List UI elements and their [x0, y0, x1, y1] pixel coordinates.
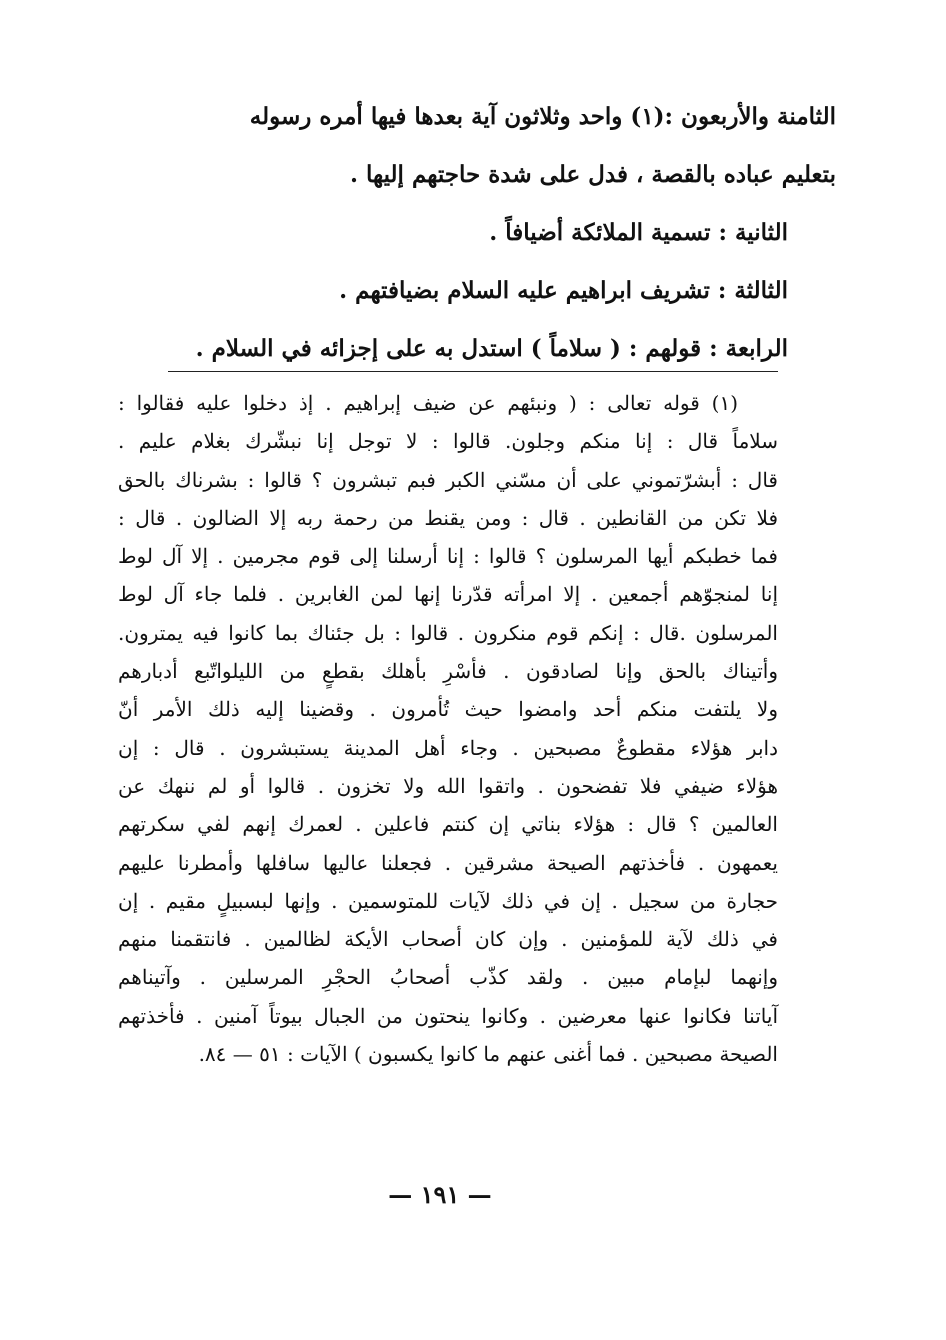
- footnote-line-5: فما خطبكم أيها المرسلون ؟ قالوا : إنا أرسلنا إلى قوم مجرمين . إلا آل لوط: [118, 544, 778, 569]
- footnote: [118, 384, 778, 1073]
- footnote-line-16: وإنهما لبإمام مبين . ولقد كذّب أصحابُ الحجْرِ المرسلين . وآتيناهم: [118, 965, 778, 990]
- footnote-line-13: يعمهون . فأخذتهم الصيحة مشرقين . فجعلنا عاليها سافلها وأمطرنا عليهم: [118, 850, 778, 875]
- main-line-1: الثامنة والأربعون :(١) واحد وثلاثون آية بعدها فيها أمره رسوله: [249, 103, 836, 130]
- main-line-3: الثانية : تسمية الملائكة أضيافاً .: [489, 219, 788, 246]
- footnote-line-2: سلاماً قال : إنا منكم وجلون. قالوا : لا توجل إنا نبشّرك بغلام عليم .: [118, 429, 778, 454]
- footnote-line-12: العالمين ؟ قال : هؤلاء بناتي إن كنتم فاعلين . لعمرك إنهم لفي سكرتهم: [118, 812, 778, 837]
- footnote-line-9: ولا يلتفت منكم أحد وامضوا حيث تُأمرون . وقضينا إليه ذلك الأمر أنّ: [118, 697, 778, 722]
- footnote-line-6: إنا لمنجوّهم أجمعين . إلا امرأته قدّرنا إنها لمن الغابرين . فلما جاء آل لوط: [118, 582, 778, 607]
- footnote-line-8: وأتيناك بالحق وإنا لصادقون . فأسْرِ بأهلك بقطعٍ من الليلواتّبع أدبارهم: [118, 659, 778, 684]
- footnote-line-10: دابر هؤلاء مقطوعٌ مصبحين . وجاء أهل المدينة يستبشرون . قال : إن: [118, 735, 778, 760]
- footnote-divider: [168, 371, 778, 372]
- footnote-line-15: في ذلك لآية للمؤمنين . وإن كان أصحاب الأيكة لظالمين . فانتقمنا منهم: [118, 927, 778, 952]
- footnote-line-14: حجارة من سجيل . إن في ذلك لآيات للمتوسمين . وإنها لبسبيلٍ مقيم . إن: [118, 888, 778, 913]
- main-line-4: الثالثة : تشريف ابراهيم عليه السلام بضيافتهم .: [339, 277, 788, 304]
- footnote-line-17: آياتنا فكانوا عنها معرضين . وكانوا ينحتون من الجبال بيوتاً آمنين . فأخذتهم: [118, 1003, 778, 1028]
- main-line-5: الرابعة : قولهم : ( سلاماً ) استدل به على إجزائه في السلام .: [195, 335, 788, 362]
- footnote-line-18: الصيحة مصبحين . فما أغنى عنهم ما كانوا يكسبون ) الآيات : ٥١ — ٨٤.: [198, 1042, 778, 1067]
- footnote-line-11: هؤلاء ضيفي فلا تفضحون . واتقوا الله ولا تخزون . قالوا أو لم ننهك عن: [118, 773, 778, 798]
- footnote-line-4: فلا تكن من القانطين . قال : ومن يقنط من رحمة ربه إلا الضالون . قال :: [118, 505, 778, 530]
- footnote-line-7: المرسلون .قال : إنكم قوم منكرون . قالوا : بل جئناك بما كانوا فيه يمترون.: [118, 620, 778, 645]
- footnote-line-1: (١) قوله تعالى : ( ونبئهم عن ضيف إبراهيم . إذ دخلوا عليه فقالوا :: [118, 391, 738, 415]
- main-line-2: بتعليم عباده بالقصة ، فدل على شدة حاجتهم إليها .: [349, 161, 836, 188]
- main-text: [110, 88, 836, 378]
- footnote-line-3: قال : أبشرّتموني على أن مسّني الكبر فبم تبشرون ؟ قالوا : بشرناك بالحق: [118, 467, 778, 492]
- page-number: — ١٩١ —: [388, 1180, 492, 1209]
